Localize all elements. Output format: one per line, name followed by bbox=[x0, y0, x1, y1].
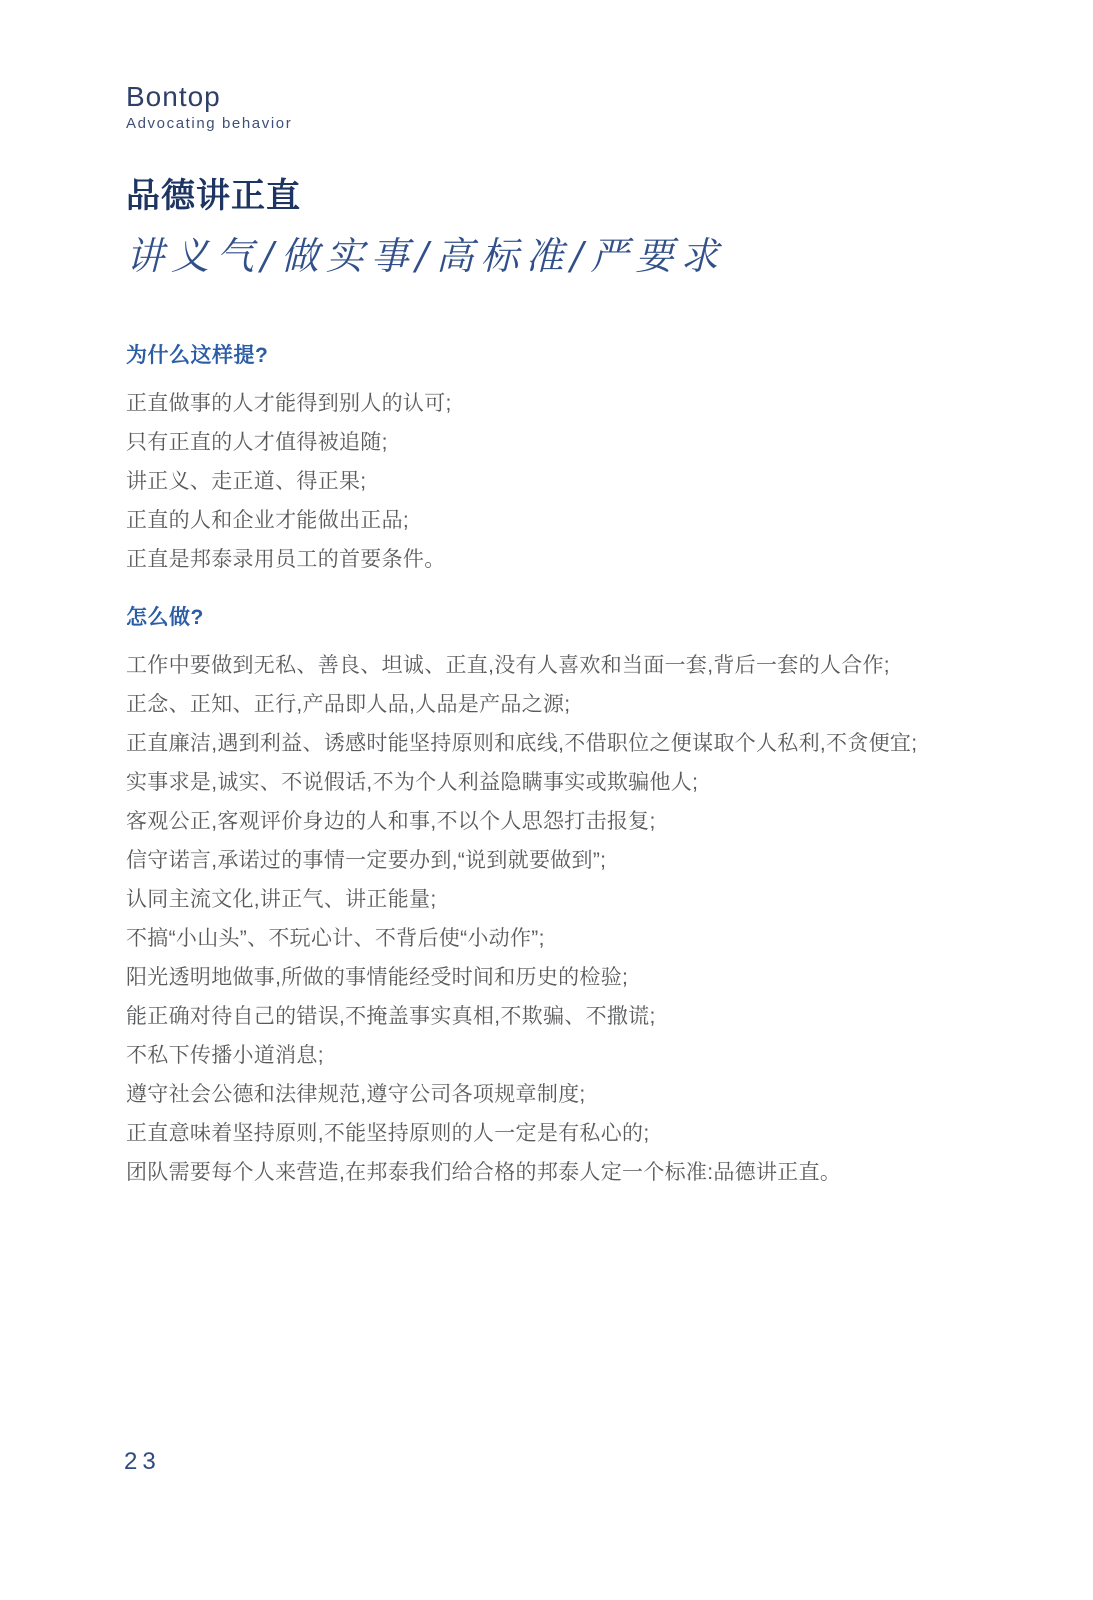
section-how-heading: 怎么做? bbox=[126, 606, 204, 629]
page-number: 23 bbox=[124, 1448, 161, 1475]
body-line: 阳光透明地做事,所做的事情能经受时间和历史的检验; bbox=[126, 966, 629, 989]
body-line: 客观公正,客观评价身边的人和事,不以个人思怨打击报复; bbox=[126, 810, 656, 833]
section-why bbox=[126, 343, 1003, 579]
body-line: 信守诺言,承诺过的事情一定要办到,“说到就要做到”; bbox=[126, 849, 607, 872]
section-how-lines bbox=[126, 646, 1003, 1192]
brand-header bbox=[126, 82, 292, 132]
body-line: 正直廉洁,遇到利益、诱感时能坚持原则和底线,不借职位之便谋取个人私利,不贪便宜; bbox=[126, 732, 918, 755]
body-line: 正直是邦泰录用员工的首要条件。 bbox=[126, 548, 446, 571]
body-line: 团队需要每个人来营造,在邦泰我们给合格的邦泰人定一个标准:品德讲正直。 bbox=[126, 1161, 842, 1184]
body-line: 不私下传播小道消息; bbox=[126, 1044, 324, 1067]
body-line: 正直做事的人才能得到别人的认可; bbox=[126, 392, 452, 415]
body-line: 不搞“小山头”、不玩心计、不背后使“小动作”; bbox=[126, 927, 545, 950]
brand-logo: Bontop bbox=[126, 81, 221, 112]
section-how bbox=[126, 605, 1003, 1192]
page-title: 品德讲正直 bbox=[126, 177, 301, 215]
section-why-lines bbox=[126, 384, 1003, 579]
body-line: 工作中要做到无私、善良、坦诚、正直,没有人喜欢和当面一套,背后一套的人合作; bbox=[126, 654, 890, 677]
calligraphy-subtitle: 讲义气/做实事/高标准/严要求 bbox=[126, 234, 726, 278]
body-line: 能正确对待自己的错误,不掩盖事实真相,不欺骗、不撒谎; bbox=[126, 1005, 656, 1028]
body-line: 正念、正知、正行,产品即人品,人品是产品之源; bbox=[126, 693, 571, 716]
body-line: 正直的人和企业才能做出正品; bbox=[126, 509, 410, 532]
body-line: 认同主流文化,讲正气、讲正能量; bbox=[126, 888, 437, 911]
body-line: 实事求是,诚实、不说假话,不为个人利益隐瞒事实或欺骗他人; bbox=[126, 771, 699, 794]
brand-tagline: Advocating behavior bbox=[126, 115, 293, 132]
body-line: 讲正义、走正道、得正果; bbox=[126, 470, 367, 493]
body-line: 正直意味着坚持原则,不能坚持原则的人一定是有私心的; bbox=[126, 1122, 650, 1145]
body-line: 只有正直的人才值得被追随; bbox=[126, 431, 388, 454]
body-line: 遵守社会公德和法律规范,遵守公司各项规章制度; bbox=[126, 1083, 586, 1106]
section-why-heading: 为什么这样提? bbox=[126, 344, 269, 367]
